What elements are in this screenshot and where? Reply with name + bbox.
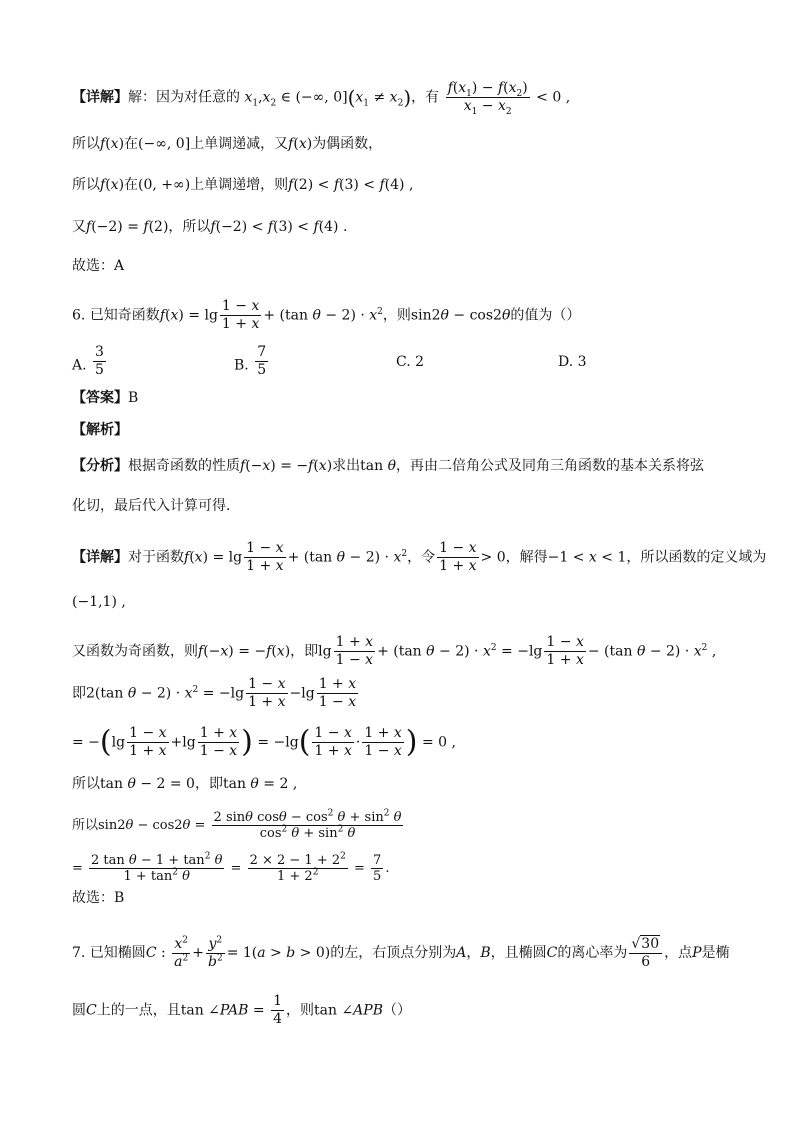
detail-line-3: 所以f(x)在(0, +∞)上单调递增，则f(2) < f(3) < f(4) , <box>72 177 414 193</box>
q6-detail-line-4: 即2(tan $\theta - 2) \cdot x^2 = -\lg$ $\frac{1 - x}{1 + x}$ −lg $\frac{1 + x}{1 - x}$ <box>72 676 357 710</box>
q6-detail-line-7: 所以sin2θ − cos2θ = $\frac{2 \sin\theta \cos\theta - \cos^2 \theta + \sin^2 \theta}{\cos^2 \theta + \sin^2 \theta}$ <box>72 808 402 841</box>
answer-line: 【答案】B <box>72 390 139 406</box>
question-7-stem-1: 7. 已知椭圆C : $\frac{x^2}{a^2}$ + $\frac{y^2}{b^2}$ = 1(a > b > 0)的左，右顶点分别为A，B，且椭圆C的离心率为 $\frac{√30}{6}$ ，点P是椭 <box>72 934 730 970</box>
option-a[interactable]: A. $\frac{3}{5}$ <box>72 344 104 378</box>
choice-line: 故选：A <box>72 258 125 274</box>
option-d[interactable]: D. 3 <box>558 354 587 370</box>
detail-line-1: 【详解】解：因为对任意的 $x_1,x_2$ ∈ (−∞, $0](x_1 \ne x_2)$，有 $\frac{f(x_1) - f(x_2)}{x_1 - x_2}$ < 0 , <box>72 80 571 117</box>
detail-line-2: 所以f(x)在(−∞, 0]上单调递减，又f(x)为偶函数， <box>72 136 383 152</box>
question-7-stem-2: 圆C上的一点，且tan ∠PAB = $\frac{1}{4}$ ，则tan ∠APB（） <box>72 993 411 1027</box>
q6-final: 故选：B <box>72 890 125 906</box>
question-6-stem: 6. 已知奇函数f(x) = lg $\frac{1 - x}{1 + x}$ + (tan $\theta - 2) \cdot x^2$，则sin2θ − cos2θ的值为（） <box>72 298 581 332</box>
q6-detail-line-6: 所以tan θ − 2 = 0，即tan θ = 2 , <box>72 776 298 792</box>
q6-detail-line-3: 又函数为奇函数，则f(−x) = −f(x)，即lg $\frac{1 + x}{1 - x}$ + (tan $\theta - 2) \cdot x^2 = -\lg$ $\frac{1 - x}{1 + x}$ − (tan $\theta - 2) \cdot x^2$ , <box>72 634 717 668</box>
q6-detail-line-1: 【详解】对于函数f(x) = lg $\frac{1 - x}{1 + x}$ + (tan $\theta - 2) \cdot x^2$，令 $\frac{1 - x}{1 + x}$ > 0，解得−1 < x < 1，所以函数的定义域为 <box>72 540 767 574</box>
answer-label: 【答案】 <box>72 390 128 406</box>
detail-line-4: 又f(−2) = f(2)，所以f(−2) < f(3) < f(4) . <box>72 219 348 235</box>
detail-label: 【详解】 <box>72 89 128 106</box>
q6-detail-line-8: = $\frac{2 \tan \theta - 1 + \tan^2 \theta}{1 + \tan^2 \theta}$ = $\frac{2 \times 2 - 1 + 2^2}{1 + 2^2}$ = $\frac{7}{5}$ . <box>72 851 390 884</box>
option-c[interactable]: C. 2 <box>396 354 425 370</box>
summary-line-1: 【分析】根据奇函数的性质f(−x) = −f(x)求出tan θ，再由二倍角公式及同角三角函数的基本关系将弦 <box>72 458 705 474</box>
summary-label: 【分析】 <box>72 458 128 474</box>
q6-domain: (−1,1) , <box>72 594 126 610</box>
q6-detail-line-5: = −(lg $\frac{1 - x}{1 + x}$ +lg $\frac{1 + x}{1 - x}$ ) = −lg( $\frac{1 - x}{1 + x}$ · $\frac{1 + x}{1 - x}$ ) = 0 , <box>72 724 456 760</box>
question-6-options <box>72 344 734 378</box>
analysis-label: 【解析】 <box>72 422 128 438</box>
option-b[interactable]: B. $\frac{7}{5}$ <box>234 344 267 378</box>
summary-line-2: 化切，最后代入计算可得. <box>72 498 231 514</box>
